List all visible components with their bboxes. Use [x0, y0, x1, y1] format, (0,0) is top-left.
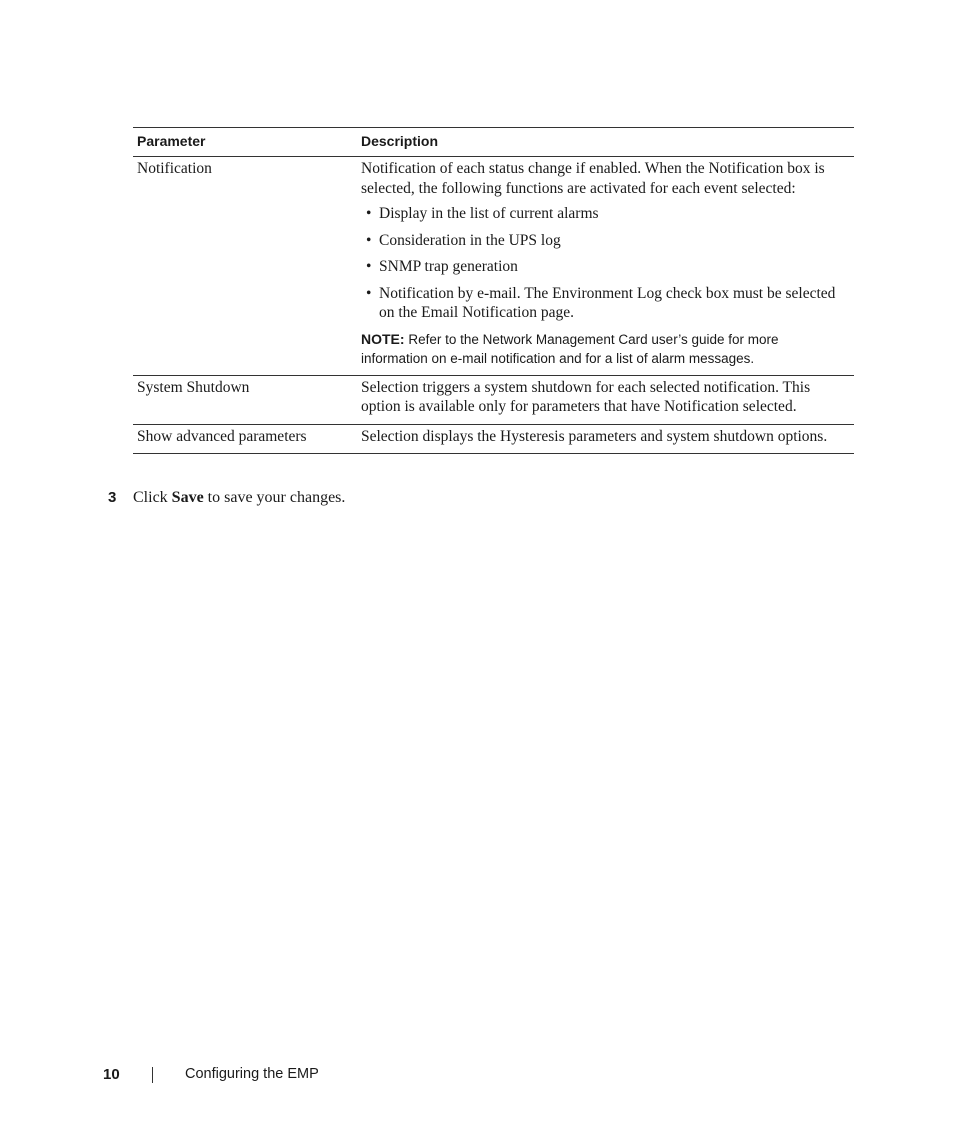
table-row: [133, 157, 854, 376]
list-item-text: Notification by e-mail. The Environment Log check box must be selected on the Email Notification page.: [379, 284, 836, 321]
list-item-text: SNMP trap generation: [379, 258, 518, 275]
bullet-icon: •: [366, 205, 372, 222]
description-cell: [357, 157, 854, 376]
bullet-icon: •: [366, 231, 372, 249]
bullet-list: [361, 204, 846, 323]
footer-section-title: Configuring the EMP: [185, 1066, 319, 1082]
note-text: Refer to the Network Management Card user’s guide for more information on e-mail notification and for a list of alarm messages.: [361, 331, 779, 366]
list-item-text: Consideration in the UPS log: [379, 231, 561, 249]
list-item: [361, 257, 846, 277]
page-number: 10: [103, 1066, 120, 1083]
list-item: [361, 284, 846, 323]
list-item-text: Display in the list of current alarms: [379, 205, 599, 222]
description-cell: Selection displays the Hysteresis parameters and system shutdown options.: [357, 424, 854, 454]
parameter-cell: Notification: [133, 157, 357, 376]
bullet-icon: •: [366, 284, 372, 302]
parameter-cell: Show advanced parameters: [133, 424, 357, 454]
parameter-table: [133, 127, 854, 454]
description-cell: Selection triggers a system shutdown for each selected notification. This option is available only for parameters that have Notification selected.: [357, 375, 854, 424]
parameter-cell: System Shutdown: [133, 375, 357, 424]
step-number: 3: [108, 489, 117, 506]
bullet-icon: •: [366, 258, 372, 275]
note: [361, 330, 846, 368]
table-header-row: [133, 128, 854, 157]
step-suffix: to save your changes.: [203, 489, 346, 506]
note-label: NOTE:: [361, 330, 405, 347]
step-instruction: [108, 488, 345, 508]
step-save-label: Save: [171, 489, 204, 506]
step-prefix: Click: [133, 489, 172, 506]
list-item: [361, 231, 846, 251]
list-item: [361, 204, 846, 224]
table-row: [133, 424, 854, 454]
footer-divider: [152, 1067, 153, 1083]
column-header-parameter: Parameter: [133, 128, 357, 157]
description-text: Notification of each status change if enabled. When the Notification box is selected, the following functions are activated for each event selected:: [361, 160, 825, 197]
table-row: [133, 375, 854, 424]
column-header-description: Description: [357, 128, 854, 157]
